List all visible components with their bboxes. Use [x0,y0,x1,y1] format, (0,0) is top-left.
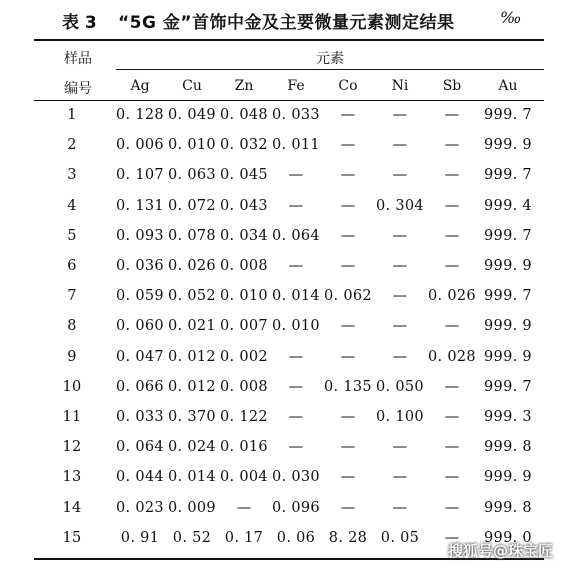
value-cell-fe: — [288,409,304,425]
value-cell-au: 999. 9 [484,318,532,335]
value-cell-sb: — [444,409,460,425]
value-cell-fe: 0. 033 [272,107,320,123]
value-cell-au: 999. 7 [484,107,532,123]
table-row [0,252,579,282]
value-cell-co: — [340,348,356,365]
value-cell-au: 999. 0 [484,529,532,546]
table-row [0,101,579,131]
value-cell-au: 999. 9 [484,258,532,274]
value-cell-fe: — [288,197,304,214]
value-cell-fe: 0. 064 [272,227,320,244]
column-header-cu: Cu [182,78,202,94]
table-row [0,222,579,252]
value-cell-sb: — [444,499,460,516]
value-cell-ni: — [392,258,408,274]
caption-title: “5G 金”首饰中金及主要微量元素测定结果 [118,13,455,33]
table-row [0,463,579,493]
value-cell-sb: — [444,167,460,184]
value-cell-zn: 0. 034 [220,227,268,244]
value-cell-cu: 0. 009 [168,499,216,516]
sample-id-cell: 2 [67,137,77,154]
table-row [0,343,579,373]
value-cell-au: 999. 7 [484,378,532,395]
value-cell-zn: 0. 032 [220,137,268,154]
value-cell-ni: — [392,499,408,516]
column-header-fe: Fe [287,78,305,94]
value-cell-ag: 0. 093 [116,227,164,244]
value-cell-ni: 0. 050 [376,378,424,395]
value-cell-au: 999. 7 [484,167,532,184]
table-row [0,373,579,403]
value-cell-zn: 0. 17 [224,529,264,546]
value-cell-ni: — [392,288,408,305]
value-cell-ag: 0. 91 [120,529,160,546]
sample-id-cell: 5 [67,227,77,244]
value-cell-ni: 0. 100 [376,409,424,425]
value-cell-fe: — [288,167,304,184]
value-cell-ag: 0. 066 [116,378,164,395]
value-cell-zn: — [236,499,252,516]
value-cell-zn: 0. 045 [220,167,268,184]
value-cell-fe: 0. 030 [272,469,320,486]
value-cell-sb: — [444,529,460,546]
value-cell-au: 999. 7 [484,288,532,305]
value-cell-cu: 0. 370 [168,409,216,425]
value-cell-co: 0. 062 [324,288,372,305]
value-cell-sb: — [444,439,460,456]
value-cell-ag: 0. 060 [116,318,164,335]
value-cell-zn: 0. 002 [220,348,268,365]
value-cell-ni: — [392,137,408,154]
column-header-ni: Ni [391,78,409,94]
value-cell-sb: — [444,378,460,395]
value-cell-ni: — [392,227,408,244]
table-row [0,403,579,433]
value-cell-cu: 0. 024 [168,439,216,456]
value-cell-zn: 0. 122 [220,409,268,425]
value-cell-au: 999. 4 [484,197,532,214]
value-cell-zn: 0. 016 [220,439,268,456]
value-cell-co: — [340,167,356,184]
column-header-ag: Ag [130,78,150,94]
value-cell-cu: 0. 021 [168,318,216,335]
value-cell-sb: — [444,318,460,335]
top-rule [34,39,544,41]
sample-id-cell: 7 [67,288,77,305]
value-cell-sb: 0. 028 [428,348,476,365]
sample-id-cell: 1 [67,107,77,123]
table-row [0,161,579,191]
value-cell-zn: 0. 004 [220,469,268,486]
value-cell-co: — [340,439,356,456]
sample-id-cell: 15 [62,529,82,546]
value-cell-co: — [340,469,356,486]
value-cell-ni: — [392,469,408,486]
sample-id-cell: 10 [62,378,82,395]
value-cell-au: 999. 7 [484,227,532,244]
value-cell-co: — [340,227,356,244]
value-cell-ag: 0. 006 [116,137,164,154]
value-cell-au: 999. 9 [484,348,532,365]
sample-id-cell: 9 [67,348,77,365]
value-cell-ag: 0. 128 [116,107,164,123]
value-cell-ag: 0. 059 [116,288,164,305]
column-header-zn: Zn [234,78,254,94]
value-cell-sb: — [444,227,460,244]
value-cell-fe: 0. 06 [276,529,316,546]
table-row [0,131,579,161]
sample-id-cell: 8 [67,318,77,335]
value-cell-ni: 0. 304 [376,197,424,214]
table-row [0,192,579,222]
sample-id-cell: 3 [67,167,77,184]
value-cell-ag: 0. 064 [116,439,164,456]
sample-id-cell: 13 [62,469,82,486]
value-cell-cu: 0. 012 [168,348,216,365]
sample-id-cell: 4 [67,197,77,214]
value-cell-fe: — [288,378,304,395]
value-cell-co: — [340,258,356,274]
value-cell-ni: 0. 05 [380,529,420,546]
table-caption [0,0,579,36]
value-cell-ni: — [392,167,408,184]
value-cell-co: — [340,107,356,123]
value-cell-ag: 0. 023 [116,499,164,516]
value-cell-ag: 0. 036 [116,258,164,274]
value-cell-cu: 0. 012 [168,378,216,395]
value-cell-ni: — [392,107,408,123]
value-cell-ag: 0. 044 [116,469,164,486]
watermark: 搜狐号@珠宝匠 [448,542,554,560]
value-cell-au: 999. 8 [484,439,532,456]
value-cell-cu: 0. 052 [168,288,216,305]
value-cell-sb: — [444,137,460,154]
value-cell-fe: 0. 014 [272,288,320,305]
elements-subrule [116,69,544,70]
caption-unit: ‰ [500,8,522,27]
column-header-co: Co [338,78,358,94]
value-cell-cu: 0. 014 [168,469,216,486]
sample-id-cell: 6 [67,258,77,274]
value-cell-co: — [340,137,356,154]
value-cell-cu: 0. 52 [172,529,212,546]
value-cell-sb: 0. 026 [428,288,476,305]
value-cell-co: — [340,409,356,425]
value-cell-co: — [340,197,356,214]
value-cell-zn: 0. 043 [220,197,268,214]
value-cell-ag: 0. 033 [116,409,164,425]
value-cell-sb: — [444,258,460,274]
value-cell-co: — [340,499,356,516]
table-row [0,494,579,524]
column-header-sb: Sb [442,78,462,94]
value-cell-fe: 0. 011 [272,137,320,154]
value-cell-ag: 0. 107 [116,167,164,184]
value-cell-zn: 0. 048 [220,107,268,123]
value-cell-cu: 0. 078 [168,227,216,244]
value-cell-fe: — [288,439,304,456]
value-cell-au: 999. 8 [484,499,532,516]
value-cell-ni: — [392,318,408,335]
value-cell-cu: 0. 063 [168,167,216,184]
caption-label: 表 3 [62,13,97,33]
elements-header: 元素 [316,51,344,67]
value-cell-cu: 0. 049 [168,107,216,123]
value-cell-au: 999. 9 [484,469,532,486]
value-cell-zn: 0. 008 [220,258,268,274]
table-row [0,312,579,342]
value-cell-cu: 0. 072 [168,197,216,214]
value-cell-fe: — [288,348,304,365]
table-row [0,282,579,312]
sample-header-line1: 样品 [64,51,92,67]
value-cell-fe: — [288,258,304,274]
value-cell-au: 999. 3 [484,409,532,425]
sample-header-line2: 编号 [64,81,92,97]
value-cell-zn: 0. 007 [220,318,268,335]
value-cell-co: 8. 28 [328,529,368,546]
value-cell-cu: 0. 010 [168,137,216,154]
value-cell-au: 999. 9 [484,137,532,154]
value-cell-fe: 0. 010 [272,318,320,335]
value-cell-zn: 0. 008 [220,378,268,395]
value-cell-sb: — [444,469,460,486]
sample-id-cell: 12 [62,439,82,456]
value-cell-ni: — [392,439,408,456]
table-row [0,433,579,463]
sample-id-cell: 11 [62,409,82,425]
sample-id-cell: 14 [62,499,82,516]
value-cell-sb: — [444,197,460,214]
value-cell-zn: 0. 010 [220,288,268,305]
value-cell-ag: 0. 131 [116,197,164,214]
value-cell-sb: — [444,107,460,123]
value-cell-fe: 0. 096 [272,499,320,516]
value-cell-ag: 0. 047 [116,348,164,365]
value-cell-co: 0. 135 [324,378,372,395]
value-cell-ni: — [392,348,408,365]
value-cell-cu: 0. 026 [168,258,216,274]
value-cell-co: — [340,318,356,335]
column-header-au: Au [498,78,518,94]
